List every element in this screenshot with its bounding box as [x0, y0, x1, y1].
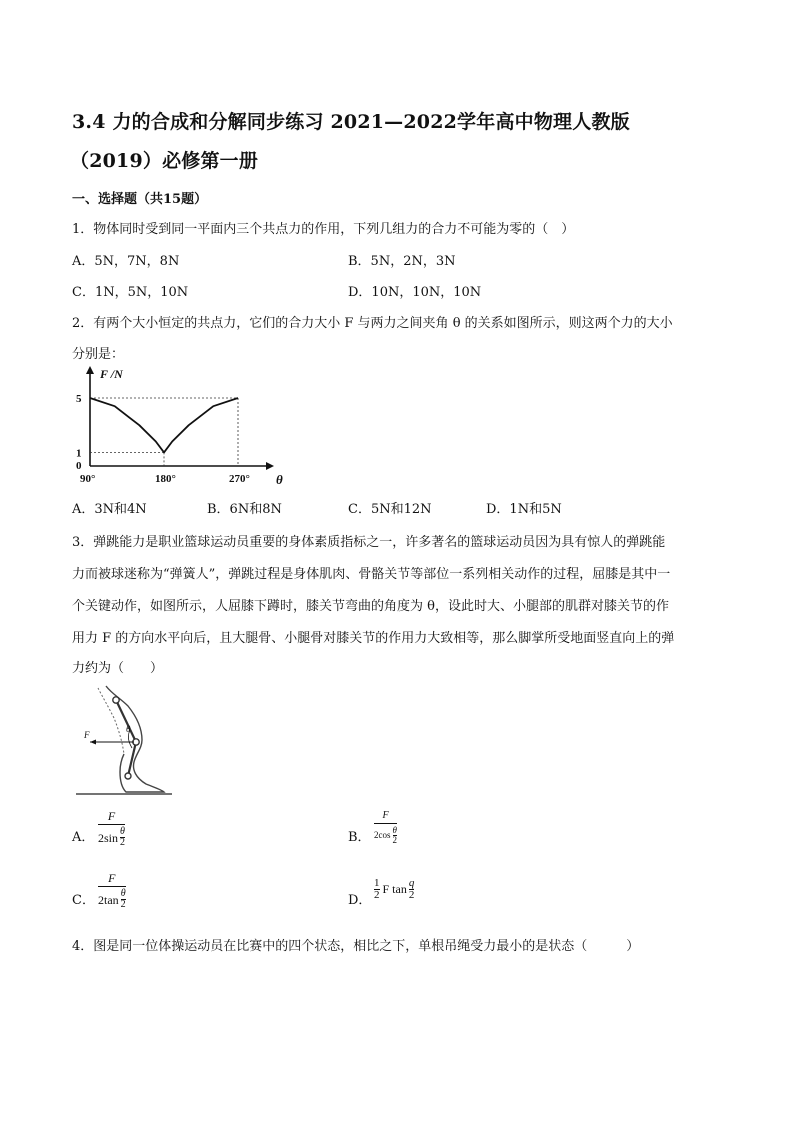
q2-option-d: D．1N和5N — [486, 502, 562, 517]
q3-d-angle: q — [408, 877, 415, 889]
q3-line3: 个关键动作，如图所示，人屈膝下蹲时，膝关节弯曲的角度为 θ，设此时大、小腿部的肌群对膝关节的作 — [72, 599, 669, 614]
q3-d-coef-den: 2 — [374, 889, 380, 901]
q3-option-a-label: A． — [72, 830, 95, 845]
x-tick-label: 270° — [229, 473, 250, 485]
knee-bend-figure — [76, 684, 176, 796]
q3-d-angle-den: 2 — [408, 889, 415, 901]
q3-option-c-formula — [98, 872, 126, 910]
doc-title-line1: 3.4 力的合成和分解同步练习 2021—2022学年高中物理人教版 — [72, 111, 630, 133]
q3-a-denominator: 2sin — [98, 830, 119, 845]
q3-c-numerator: F — [108, 871, 116, 885]
y-tick-label: 0 — [76, 460, 82, 472]
q3-b-denominator: 2cos — [374, 830, 391, 840]
q1-stem: 1．物体同时受到同一平面内三个共点力的作用，下列几组力的合力不可能为零的（ ） — [72, 222, 575, 237]
q3-c-denominator: 2tan — [98, 892, 119, 907]
section-heading: 一、选择题（共15题） — [72, 192, 208, 207]
q3-a-angle: θ — [120, 826, 125, 837]
q1-option-b: B．5N，2N，3N — [348, 254, 456, 269]
x-tick-label: 90° — [80, 473, 96, 485]
q3-c-angle-den: 2 — [120, 899, 126, 910]
q2-stem-line2: 分别是： — [72, 347, 125, 362]
x-axis-label: θ — [276, 472, 283, 487]
q3-line5: 力约为（ ） — [72, 661, 164, 676]
q2-option-b: B．6N和8N — [207, 502, 282, 517]
q3-option-b-label: B． — [348, 830, 371, 845]
q4-stem: 4．图是同一位体操运动员在比赛中的四个状态，相比之下，单根吊绳受力最小的是状态（ ） — [72, 939, 640, 954]
figure-force-label: F — [84, 730, 90, 740]
q3-line1: 3．弹跳能力是职业篮球运动员重要的身体素质指标之一，许多著名的篮球运动员因为具有惊人的弹跳能 — [72, 535, 666, 550]
q3-line2: 力而被球迷称为“弹簧人”，弹跳过程是身体肌肉、骨骼关节等部位一系列相关动作的过程，屈膝是其中一 — [72, 567, 671, 582]
force-angle-chart — [70, 362, 290, 488]
y-tick-label: 1 — [76, 447, 82, 460]
y-tick-label: 5 — [76, 393, 82, 405]
q3-c-angle: θ — [120, 888, 126, 899]
q3-d-middle: F tan — [382, 882, 407, 896]
q2-option-a: A．3N和4N — [72, 502, 147, 517]
q3-b-numerator: F — [382, 810, 389, 821]
q2-option-c: C．5N和12N — [348, 502, 432, 517]
y-axis-label: F /N — [100, 367, 123, 381]
q3-option-d-formula — [374, 878, 414, 901]
q1-option-d: D．10N，10N，10N — [348, 285, 482, 300]
q3-b-angle-den: 2 — [392, 835, 397, 845]
q3-option-a-formula — [98, 810, 125, 848]
q1-option-a: A．5N，7N，8N — [72, 254, 180, 269]
q3-a-angle-den: 2 — [120, 837, 126, 848]
q2-stem-line1: 2．有两个大小恒定的共点力，它们的合力大小 F 与两力之间夹角 θ 的关系如图所示，则这两个力的大小 — [72, 316, 673, 331]
q3-option-b-formula — [374, 811, 397, 845]
x-tick-label: 180° — [155, 473, 176, 485]
doc-title-line2: （2019）必修第一册 — [70, 150, 259, 172]
q1-option-c: C．1N，5N，10N — [72, 285, 189, 300]
q3-option-c-label: C． — [72, 893, 95, 908]
q3-b-angle: θ — [392, 825, 397, 835]
q3-d-coef-num: 1 — [374, 877, 380, 889]
q3-a-numerator: F — [107, 809, 116, 823]
q3-option-d-label: D． — [348, 893, 372, 908]
figure-angle-label: θ — [126, 724, 131, 734]
q3-line4: 用力 F 的方向水平向后，且大腿骨、小腿骨对膝关节的作用力大致相等，那么脚掌所受地面竖直向上的弹 — [72, 631, 675, 646]
